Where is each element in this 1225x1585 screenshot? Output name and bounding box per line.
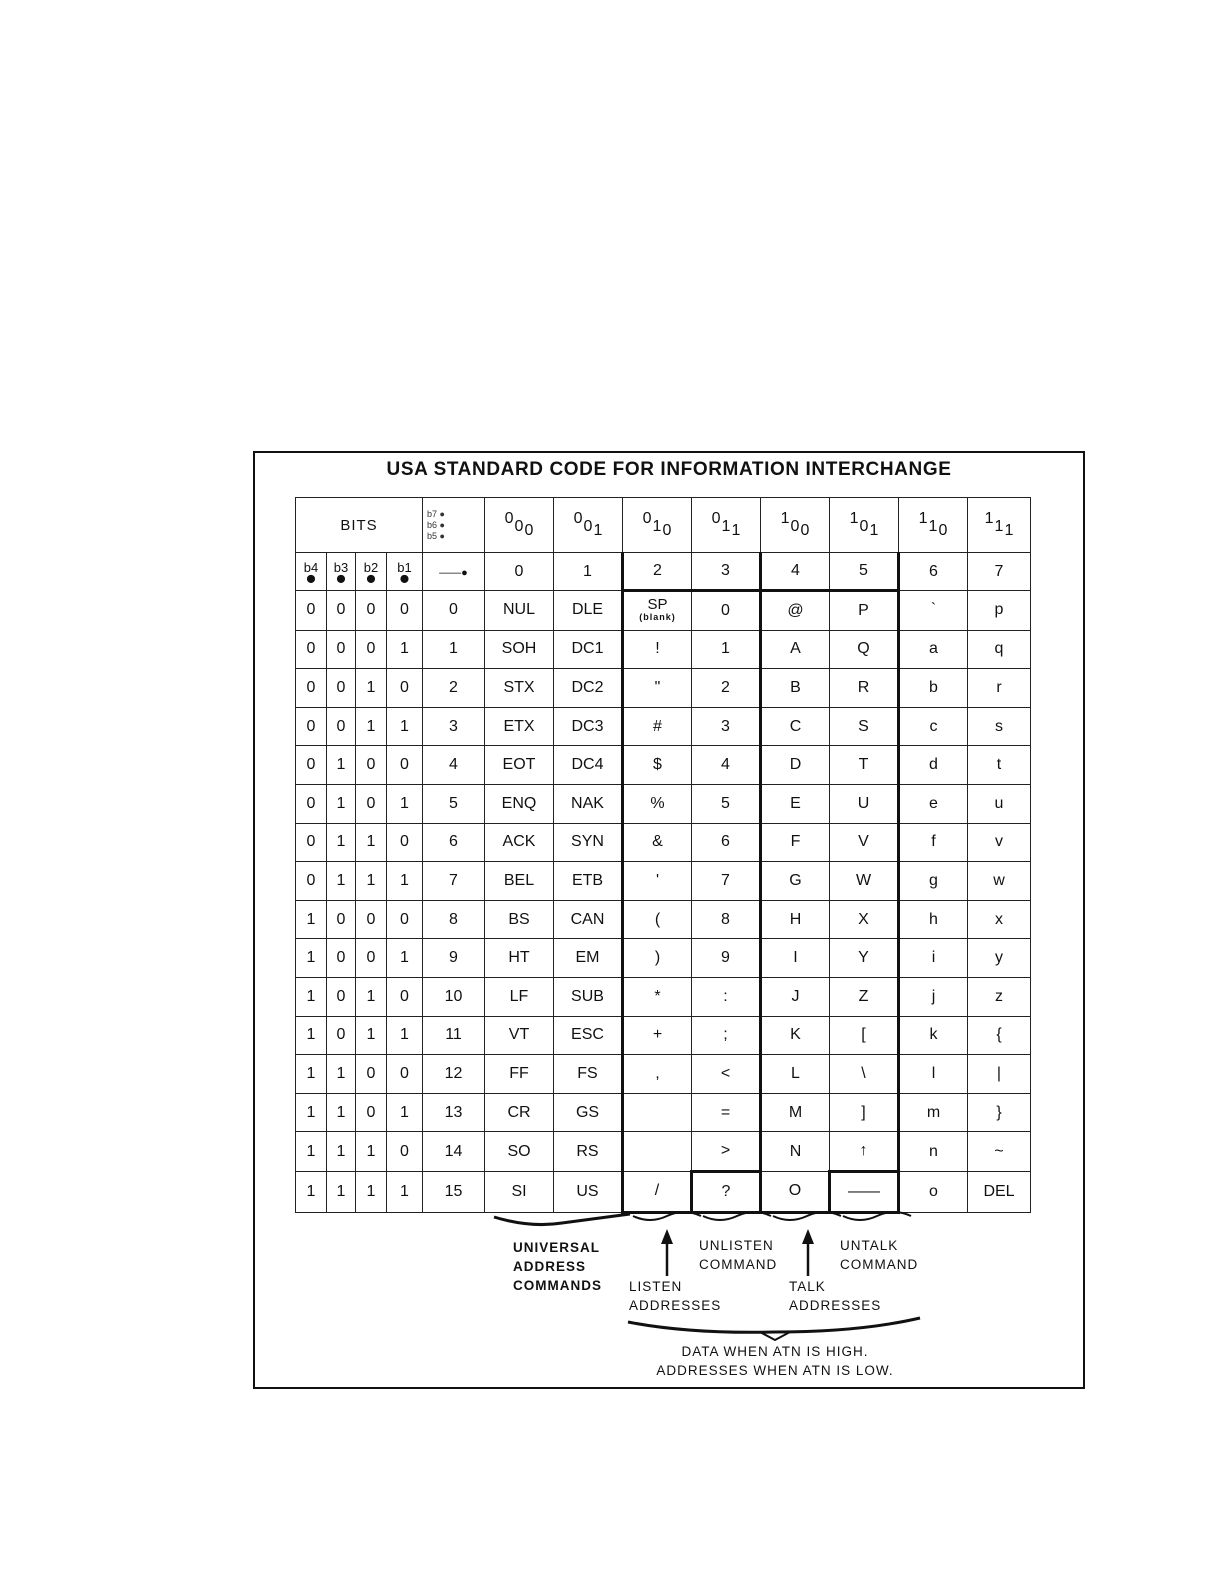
bit-value: 1 bbox=[387, 707, 423, 746]
code-cell: | bbox=[968, 1055, 1031, 1094]
bit-label-text: b1 bbox=[397, 560, 412, 575]
bit-value: 1 bbox=[296, 1055, 327, 1094]
code-cell: 8 bbox=[692, 900, 761, 939]
talk-line-1: TALK bbox=[789, 1279, 826, 1294]
universal-line-2: ADDRESS bbox=[513, 1259, 587, 1274]
column-code-bit: 1 bbox=[593, 522, 603, 539]
code-cell: L bbox=[761, 1055, 830, 1094]
code-cell: 1 bbox=[692, 630, 761, 669]
code-cell: C bbox=[761, 707, 830, 746]
code-cell: k bbox=[899, 1016, 968, 1055]
bit-value: 1 bbox=[327, 1171, 356, 1212]
data-line-1: DATA WHEN ATN IS HIGH. bbox=[681, 1344, 869, 1359]
bit-value: 1 bbox=[356, 1132, 387, 1172]
high-bit-b5: b5 bbox=[427, 530, 438, 541]
row-number: 14 bbox=[423, 1132, 485, 1172]
column-code-bit: 0 bbox=[583, 518, 593, 535]
code-cell: b bbox=[899, 669, 968, 708]
code-cell: 9 bbox=[692, 939, 761, 978]
bit-value: 0 bbox=[327, 900, 356, 939]
bit-value: 0 bbox=[296, 823, 327, 862]
code-cell: U bbox=[830, 784, 899, 823]
bit-value: 0 bbox=[327, 707, 356, 746]
bit-value: 1 bbox=[387, 1016, 423, 1055]
bit-value: 0 bbox=[387, 1055, 423, 1094]
column-code-bit: 0 bbox=[790, 518, 800, 535]
code-cell: i bbox=[899, 939, 968, 978]
column-code-bit: 1 bbox=[652, 518, 662, 535]
code-cell: 4 bbox=[692, 746, 761, 785]
bit-value: 1 bbox=[296, 1132, 327, 1172]
bit-value: 0 bbox=[356, 939, 387, 978]
column-code-bit: 0 bbox=[800, 522, 810, 539]
bit-value: 1 bbox=[327, 1093, 356, 1132]
code-cell: GS bbox=[554, 1093, 623, 1132]
code-cell: ETX bbox=[485, 707, 554, 746]
bit-value: 1 bbox=[327, 1055, 356, 1094]
code-cell: v bbox=[968, 823, 1031, 862]
bit-value: 0 bbox=[387, 900, 423, 939]
code-cell: t bbox=[968, 746, 1031, 785]
bit-value: 0 bbox=[296, 630, 327, 669]
row-number: 5 bbox=[423, 784, 485, 823]
bit-value: 1 bbox=[327, 823, 356, 862]
code-cell: Q bbox=[830, 630, 899, 669]
code-cell: M bbox=[761, 1093, 830, 1132]
code-cell: H bbox=[761, 900, 830, 939]
code-cell: 3 bbox=[692, 707, 761, 746]
code-cell: h bbox=[899, 900, 968, 939]
row-number: 7 bbox=[423, 862, 485, 901]
bit-value: 1 bbox=[356, 977, 387, 1016]
bit-value: 0 bbox=[387, 823, 423, 862]
code-cell: STX bbox=[485, 669, 554, 708]
code-cell: FF bbox=[485, 1055, 554, 1094]
untalk-command bbox=[840, 1236, 918, 1274]
column-code-bit: 0 bbox=[504, 510, 514, 527]
talk-addresses bbox=[789, 1277, 881, 1315]
column-code-bit: 0 bbox=[859, 518, 869, 535]
bit-value: 0 bbox=[387, 669, 423, 708]
bit-value: 0 bbox=[327, 630, 356, 669]
bit-value: 0 bbox=[296, 669, 327, 708]
code-cell: > bbox=[692, 1132, 761, 1172]
code-cell: q bbox=[968, 630, 1031, 669]
code-cell: VT bbox=[485, 1016, 554, 1055]
code-cell: FS bbox=[554, 1055, 623, 1094]
code-cell: V bbox=[830, 823, 899, 862]
column-number-3: 3 bbox=[692, 553, 761, 591]
column-code-bit: 1 bbox=[849, 510, 859, 527]
row-number: 10 bbox=[423, 977, 485, 1016]
row-number: 0 bbox=[423, 591, 485, 631]
bit-value: 0 bbox=[356, 1055, 387, 1094]
code-cell: ~ bbox=[968, 1132, 1031, 1172]
space-label: SP bbox=[647, 595, 668, 613]
universal-address-commands bbox=[513, 1238, 602, 1295]
code-cell: ↑ bbox=[830, 1132, 899, 1172]
code-cell: A bbox=[761, 630, 830, 669]
code-cell: O bbox=[761, 1171, 830, 1212]
column-code-bit: 1 bbox=[869, 522, 879, 539]
row-number: 3 bbox=[423, 707, 485, 746]
untalk-line-2: COMMAND bbox=[840, 1257, 919, 1272]
code-cell: f bbox=[899, 823, 968, 862]
bit-value: 1 bbox=[296, 977, 327, 1016]
bit-value: 0 bbox=[327, 669, 356, 708]
column-code-bit: 0 bbox=[938, 522, 948, 539]
code-cell: EOT bbox=[485, 746, 554, 785]
code-cell: o bbox=[899, 1171, 968, 1212]
code-cell: F bbox=[761, 823, 830, 862]
bit-label-text: b3 bbox=[333, 560, 349, 575]
bit-value: 1 bbox=[356, 862, 387, 901]
code-cell: p bbox=[968, 591, 1031, 631]
column-code-bit: 0 bbox=[662, 522, 672, 539]
code-cell: e bbox=[899, 784, 968, 823]
code-cell: & bbox=[623, 823, 692, 862]
column-code-bit: 1 bbox=[984, 510, 994, 527]
bit-value: 1 bbox=[387, 630, 423, 669]
unlisten-line-1: UNLISTEN bbox=[699, 1238, 774, 1253]
code-cell: W bbox=[830, 862, 899, 901]
row-number: 4 bbox=[423, 746, 485, 785]
row-number: 2 bbox=[423, 669, 485, 708]
bit-value: 0 bbox=[387, 591, 423, 631]
row-number: 11 bbox=[423, 1016, 485, 1055]
bit-value: 1 bbox=[296, 900, 327, 939]
column-number-5: 5 bbox=[830, 553, 899, 591]
bit-value: 1 bbox=[356, 823, 387, 862]
data-line-2: ADDRESSES WHEN ATN IS LOW. bbox=[656, 1363, 894, 1378]
column-number-6: 6 bbox=[899, 553, 968, 591]
code-cell: j bbox=[899, 977, 968, 1016]
code-cell: SUB bbox=[554, 977, 623, 1016]
bit-value: 0 bbox=[296, 784, 327, 823]
code-cell: K bbox=[761, 1016, 830, 1055]
code-cell: * bbox=[623, 977, 692, 1016]
bit-value: 0 bbox=[356, 900, 387, 939]
bit-value: 1 bbox=[296, 1016, 327, 1055]
column-number-1: 1 bbox=[554, 553, 623, 591]
bit-value: 0 bbox=[356, 591, 387, 631]
untalk-line-1: UNTALK bbox=[840, 1238, 899, 1253]
code-cell: [ bbox=[830, 1016, 899, 1055]
arrowhead-listen bbox=[661, 1229, 673, 1244]
code-cell: E bbox=[761, 784, 830, 823]
code-cell: I bbox=[761, 939, 830, 978]
code-cell: ] bbox=[830, 1093, 899, 1132]
code-cell: EM bbox=[554, 939, 623, 978]
column-code-bit: 0 bbox=[642, 510, 652, 527]
code-cell: # bbox=[623, 707, 692, 746]
code-cell: { bbox=[968, 1016, 1031, 1055]
bullet-icon: ⬤ bbox=[336, 574, 346, 583]
column-code-bit: 1 bbox=[1004, 522, 1014, 539]
code-cell: ' bbox=[623, 862, 692, 901]
column-code-bit: 0 bbox=[524, 522, 534, 539]
code-cell: ! bbox=[623, 630, 692, 669]
code-cell: 7 bbox=[692, 862, 761, 901]
code-cell: y bbox=[968, 939, 1031, 978]
code-cell: a bbox=[899, 630, 968, 669]
bit-value: 1 bbox=[387, 862, 423, 901]
unlisten-line-2: COMMAND bbox=[699, 1257, 778, 1272]
code-cell: SI bbox=[485, 1171, 554, 1212]
code-cell: m bbox=[899, 1093, 968, 1132]
talk-line-2: ADDRESSES bbox=[789, 1298, 882, 1313]
code-cell: D bbox=[761, 746, 830, 785]
row-number: 13 bbox=[423, 1093, 485, 1132]
code-cell: 5 bbox=[692, 784, 761, 823]
code-cell: DC1 bbox=[554, 630, 623, 669]
universal-line-3: COMMANDS bbox=[513, 1278, 602, 1293]
brace-data bbox=[628, 1318, 920, 1332]
arrow-right-icon: ——● bbox=[439, 566, 468, 579]
code-cell: \ bbox=[830, 1055, 899, 1094]
code-cell: NAK bbox=[554, 784, 623, 823]
column-code-bit: 1 bbox=[928, 518, 938, 535]
code-cell: ) bbox=[623, 939, 692, 978]
code-cell: < bbox=[692, 1055, 761, 1094]
bit-value: 0 bbox=[327, 591, 356, 631]
bit-value: 0 bbox=[296, 746, 327, 785]
code-cell: : bbox=[692, 977, 761, 1016]
column-code-bit: 1 bbox=[731, 522, 741, 539]
bit-value: 1 bbox=[327, 1132, 356, 1172]
high-bits-corner: b7 ● b6 ● b5 ● bbox=[423, 498, 485, 553]
row-number: 9 bbox=[423, 939, 485, 978]
code-cell: n bbox=[899, 1132, 968, 1172]
code-cell: HT bbox=[485, 939, 554, 978]
brace-col5 bbox=[843, 1212, 911, 1220]
universal-line-1: UNIVERSAL bbox=[513, 1240, 601, 1255]
code-cell: ? bbox=[692, 1171, 761, 1212]
column-number-7: 7 bbox=[968, 553, 1031, 591]
code-cell: r bbox=[968, 669, 1031, 708]
code-cell: BEL bbox=[485, 862, 554, 901]
bit-value: 0 bbox=[356, 630, 387, 669]
code-cell: + bbox=[623, 1016, 692, 1055]
bit-value: 0 bbox=[327, 977, 356, 1016]
bit-value: 1 bbox=[387, 1093, 423, 1132]
brace-col3 bbox=[703, 1212, 771, 1220]
code-cell: J bbox=[761, 977, 830, 1016]
high-bit-b7: b7 bbox=[427, 508, 438, 519]
code-cell: DC2 bbox=[554, 669, 623, 708]
code-cell: u bbox=[968, 784, 1031, 823]
code-cell: w bbox=[968, 862, 1031, 901]
listen-addresses bbox=[629, 1277, 721, 1315]
code-cell: ETB bbox=[554, 862, 623, 901]
unlisten-command bbox=[699, 1236, 777, 1274]
code-cell: ACK bbox=[485, 823, 554, 862]
code-cell: 2 bbox=[692, 669, 761, 708]
bit-value: 0 bbox=[356, 784, 387, 823]
code-cell: X bbox=[830, 900, 899, 939]
bit-value: 1 bbox=[296, 1093, 327, 1132]
bit-value: 1 bbox=[296, 1171, 327, 1212]
code-cell: CR bbox=[485, 1093, 554, 1132]
bullet-icon: ⬤ bbox=[366, 574, 376, 583]
column-code-bit: 0 bbox=[711, 510, 721, 527]
bit-value: 1 bbox=[356, 1171, 387, 1212]
column-code-bit: 1 bbox=[780, 510, 790, 527]
code-cell: = bbox=[692, 1093, 761, 1132]
column-code-bit: 1 bbox=[918, 510, 928, 527]
bit-label-text: b4 bbox=[303, 560, 319, 575]
code-cell: R bbox=[830, 669, 899, 708]
bit-value: 1 bbox=[327, 862, 356, 901]
code-cell: 6 bbox=[692, 823, 761, 862]
code-cell: Z bbox=[830, 977, 899, 1016]
code-cell: DEL bbox=[968, 1171, 1031, 1212]
bits-label: BITS bbox=[296, 498, 423, 553]
code-cell: DC4 bbox=[554, 746, 623, 785]
page-title: USA STANDARD CODE FOR INFORMATION INTERCHANGE bbox=[386, 459, 952, 480]
code-cell: DC3 bbox=[554, 707, 623, 746]
code-cell: BS bbox=[485, 900, 554, 939]
bit-value: 0 bbox=[296, 591, 327, 631]
column-number-4: 4 bbox=[761, 553, 830, 591]
column-code-bit: 1 bbox=[721, 518, 731, 535]
high-bit-b6: b6 bbox=[427, 519, 438, 530]
bit-value: 0 bbox=[296, 862, 327, 901]
bit-label-text: b2 bbox=[363, 560, 379, 575]
code-cell: Y bbox=[830, 939, 899, 978]
code-cell: G bbox=[761, 862, 830, 901]
brace-col4 bbox=[773, 1212, 841, 1220]
code-cell: S bbox=[830, 707, 899, 746]
column-number-0: 0 bbox=[485, 553, 554, 591]
code-cell: B bbox=[761, 669, 830, 708]
brace-universal bbox=[494, 1214, 630, 1225]
code-cell: US bbox=[554, 1171, 623, 1212]
code-cell: g bbox=[899, 862, 968, 901]
code-cell: ; bbox=[692, 1016, 761, 1055]
code-cell: l bbox=[899, 1055, 968, 1094]
bit-value: 1 bbox=[356, 1016, 387, 1055]
code-cell: ` bbox=[899, 591, 968, 631]
bit-value: 1 bbox=[387, 1171, 423, 1212]
row-number: 8 bbox=[423, 900, 485, 939]
code-cell: DLE bbox=[554, 591, 623, 631]
bit-value: 0 bbox=[327, 939, 356, 978]
row-number: 1 bbox=[423, 630, 485, 669]
code-cell: LF bbox=[485, 977, 554, 1016]
row-number: 15 bbox=[423, 1171, 485, 1212]
listen-line-1: LISTEN bbox=[629, 1279, 683, 1294]
code-cell: , bbox=[623, 1055, 692, 1094]
column-code-bit: 0 bbox=[573, 510, 583, 527]
code-cell: P bbox=[830, 591, 899, 631]
code-cell: c bbox=[899, 707, 968, 746]
row-number: 12 bbox=[423, 1055, 485, 1094]
bit-value: 1 bbox=[387, 939, 423, 978]
data-addresses-note bbox=[600, 1342, 950, 1380]
code-cell: ( bbox=[623, 900, 692, 939]
code-cell: ESC bbox=[554, 1016, 623, 1055]
bit-value: 1 bbox=[296, 939, 327, 978]
listen-line-2: ADDRESSES bbox=[629, 1298, 722, 1313]
code-cell: @ bbox=[761, 591, 830, 631]
bit-value: 0 bbox=[387, 977, 423, 1016]
bit-value: 0 bbox=[296, 707, 327, 746]
code-cell: N bbox=[761, 1132, 830, 1172]
bit-value: 1 bbox=[327, 746, 356, 785]
code-cell: T bbox=[830, 746, 899, 785]
code-cell: 0 bbox=[692, 591, 761, 631]
code-cell: SOH bbox=[485, 630, 554, 669]
brace-col2 bbox=[633, 1212, 701, 1220]
code-cell: NUL bbox=[485, 591, 554, 631]
column-code-bit: 0 bbox=[514, 518, 524, 535]
code-cell: —— bbox=[830, 1171, 899, 1212]
code-cell: $ bbox=[623, 746, 692, 785]
code-cell: RS bbox=[554, 1132, 623, 1172]
code-cell: / bbox=[623, 1171, 692, 1212]
column-number-2: 2 bbox=[623, 553, 692, 591]
column-code-bit: 1 bbox=[994, 518, 1004, 535]
bit-value: 0 bbox=[356, 746, 387, 785]
arrowhead-talk bbox=[802, 1229, 814, 1244]
code-cell: SO bbox=[485, 1132, 554, 1172]
code-cell: d bbox=[899, 746, 968, 785]
bit-value: 0 bbox=[356, 1093, 387, 1132]
bit-value: 1 bbox=[387, 784, 423, 823]
bit-value: 1 bbox=[327, 784, 356, 823]
code-cell: CAN bbox=[554, 900, 623, 939]
bullet-icon: ⬤ bbox=[306, 574, 316, 583]
code-cell: % bbox=[623, 784, 692, 823]
code-cell: SYN bbox=[554, 823, 623, 862]
bullet-icon: ⬤ bbox=[400, 574, 409, 583]
code-cell: x bbox=[968, 900, 1031, 939]
code-cell: " bbox=[623, 669, 692, 708]
bit-value: 0 bbox=[387, 746, 423, 785]
code-cell: s bbox=[968, 707, 1031, 746]
row-number: 6 bbox=[423, 823, 485, 862]
bit-value: 0 bbox=[387, 1132, 423, 1172]
code-cell: } bbox=[968, 1093, 1031, 1132]
space-sublabel: (blank) bbox=[639, 611, 676, 622]
bit-value: 0 bbox=[327, 1016, 356, 1055]
bit-value: 1 bbox=[356, 669, 387, 708]
code-cell: ENQ bbox=[485, 784, 554, 823]
code-cell: z bbox=[968, 977, 1031, 1016]
bit-value: 1 bbox=[356, 707, 387, 746]
